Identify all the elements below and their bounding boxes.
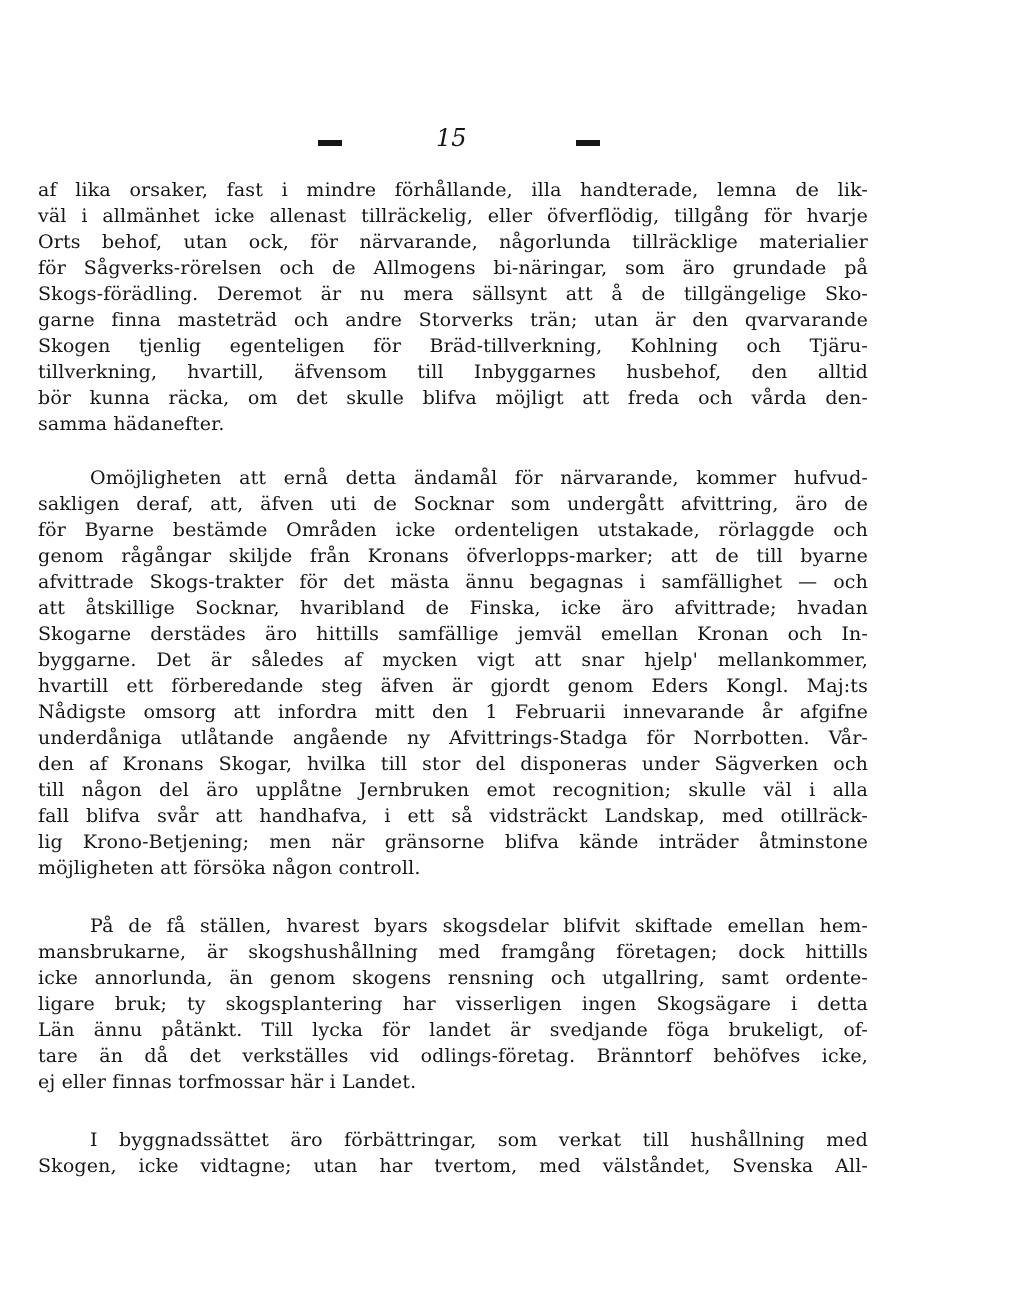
text-line: underdåniga utlåtande angående ny Afvittrings-Stadga för Norrbotten. Vår- bbox=[38, 727, 868, 749]
text-line: tillverkning, hvartill, äfvensom till Inbyggarnes husbehof, den alltid bbox=[38, 361, 868, 383]
text-line: Orts behof, utan ock, för närvarande, någorlunda tillräcklige materialier bbox=[38, 231, 868, 253]
text-line: samma hädanefter. bbox=[38, 413, 225, 435]
text-line: väl i allmänhet icke allenast tillräckelig, eller öfverflödig, tillgång för hvarje bbox=[38, 205, 868, 227]
text-line: Skogen tjenlig egenteligen för Bräd-tillverkning, Kohlning och Tjäru- bbox=[38, 335, 868, 357]
text-line: Nådigste omsorg att infordra mitt den 1 Februarii innevarande år afgifne bbox=[38, 701, 868, 723]
header-dash-right bbox=[576, 140, 600, 146]
text-line: Län ännu påtänkt. Till lycka för landet är svedjande föga brukeligt, of- bbox=[38, 1019, 868, 1041]
text-line: genom rågångar skiljde från Kronans öfverlopps-marker; att de till byarne bbox=[38, 545, 868, 567]
text-line: garne finna masteträd och andre Storverks trän; utan är den qvarvarande bbox=[38, 309, 868, 331]
text-line: att åtskillige Socknar, hvaribland de Finska, icke äro afvittrade; hvadan bbox=[38, 597, 868, 619]
text-line: byggarne. Det är således af mycken vigt att snar hjelp' mellankommer, bbox=[38, 649, 868, 671]
text-line: till någon del äro upplåtne Jernbruken emot recognition; skulle väl i alla bbox=[38, 779, 868, 801]
text-line: för Sågverks-rörelsen och de Allmogens bi-näringar, som äro grundade på bbox=[38, 257, 868, 279]
text-line: icke annorlunda, än genom skogens rensning och utgallring, samt ordente- bbox=[38, 967, 868, 989]
text-line: På de få ställen, hvarest byars skogsdelar blifvit skiftade emellan hem- bbox=[90, 915, 868, 937]
text-line: hvartill ett förberedande steg äfven är gjordt genom Eders Kongl. Maj:ts bbox=[38, 675, 868, 697]
page-number: 15 bbox=[436, 124, 467, 152]
text-line: för Byarne bestämde Områden icke ordenteligen utstakade, rörlaggde och bbox=[38, 519, 868, 541]
text-line: af lika orsaker, fast i mindre förhållande, illa handterade, lemna de lik- bbox=[38, 179, 868, 201]
text-line: Skogarne derstädes äro hittills samfällige jemväl emellan Kronan och In- bbox=[38, 623, 868, 645]
text-line: ligare bruk; ty skogsplantering har visserligen ingen Skogsägare i detta bbox=[38, 993, 868, 1015]
text-line: fall blifva svår att handhafva, i ett så vidsträckt Landskap, med otillräck- bbox=[38, 805, 868, 827]
text-line: möjligheten att försöka någon controll. bbox=[38, 857, 421, 879]
text-line: Omöjligheten att ernå detta ändamål för närvarande, kommer hufvud- bbox=[90, 467, 868, 489]
page-header bbox=[318, 124, 658, 164]
text-line: Skogen, icke vidtagne; utan har tvertom, med välståndet, Svenska All- bbox=[38, 1155, 868, 1177]
text-line: bör kunna räcka, om det skulle blifva möjligt att freda och vårda den- bbox=[38, 387, 868, 409]
text-line: ej eller finnas torfmossar här i Landet. bbox=[38, 1071, 417, 1093]
text-line: afvittrade Skogs-trakter för det mästa ännu begagnas i samfällighet — och bbox=[38, 571, 868, 593]
text-line: lig Krono-Betjening; men när gränsorne blifva kände inträder åtminstone bbox=[38, 831, 868, 853]
text-line: den af Kronans Skogar, hvilka till stor del disponeras under Sägverken och bbox=[38, 753, 868, 775]
header-dash-left bbox=[318, 140, 342, 146]
text-line: tare än då det verkställes vid odlings-företag. Bränntorf behöfves icke, bbox=[38, 1045, 868, 1067]
text-line: I byggnadssättet äro förbättringar, som verkat till hushållning med bbox=[90, 1129, 868, 1151]
text-line: sakligen deraf, att, äfven uti de Socknar som undergått afvittring, äro de bbox=[38, 493, 868, 515]
text-line: mansbrukarne, är skogshushållning med framgång företagen; dock hittills bbox=[38, 941, 868, 963]
text-line: Skogs-förädling. Deremot är nu mera sällsynt att å de tillgängelige Sko- bbox=[38, 283, 868, 305]
